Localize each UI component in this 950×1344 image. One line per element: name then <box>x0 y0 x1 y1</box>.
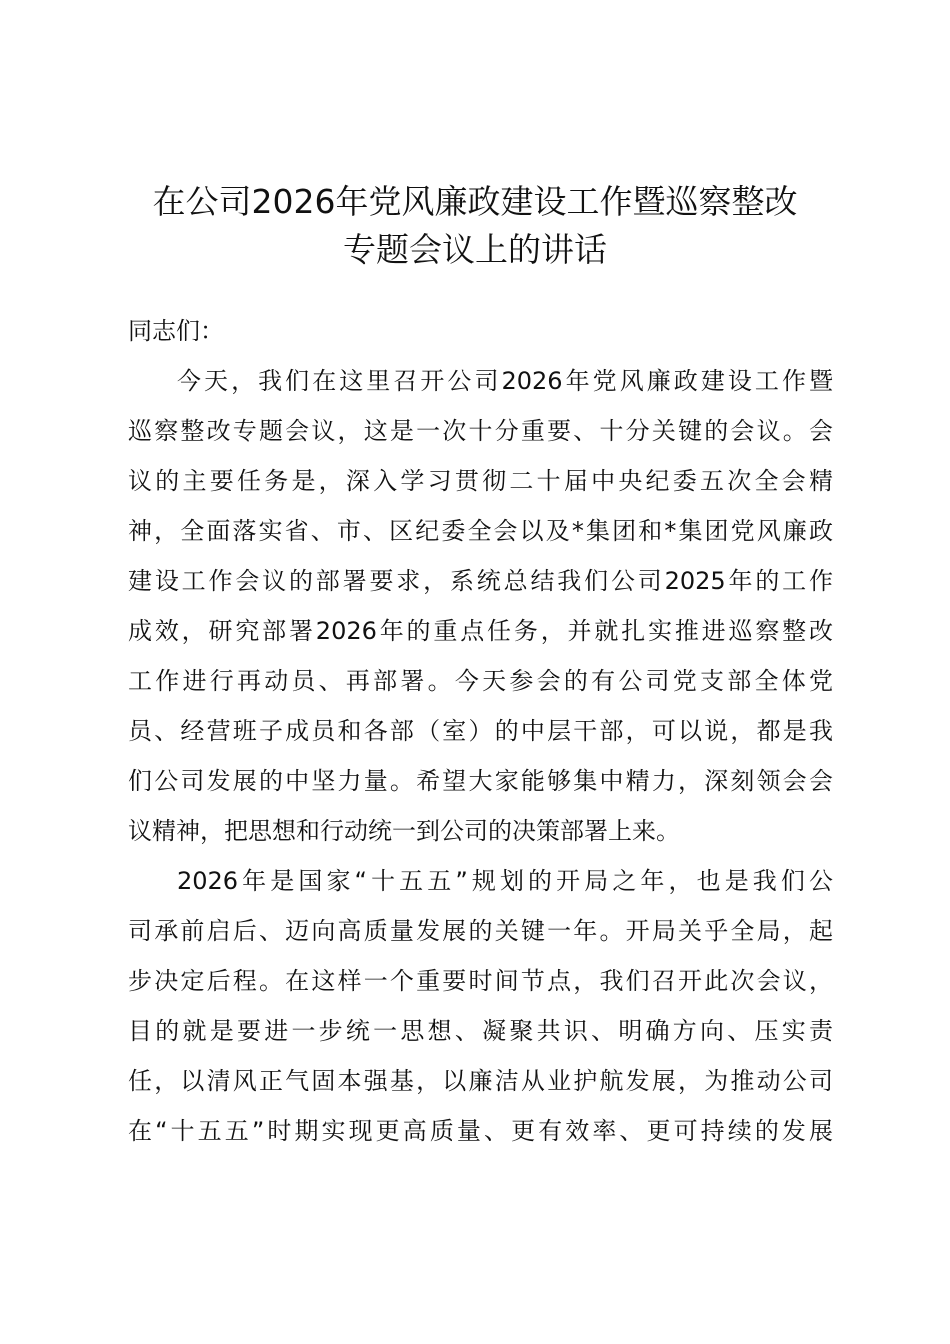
paragraph-line: 在“十五五”时期实现更高质量、更有效率、更可持续的发展 <box>128 1117 833 1145</box>
paragraph-line: 成效，研究部署2026年的重点任务，并就扎实推进巡察整改 <box>128 617 833 645</box>
paragraph-line: 员、经营班子成员和各部（室）的中层干部，可以说，都是我 <box>128 717 833 745</box>
paragraph-line: 神，全面落实省、市、区纪委全会以及*集团和*集团党风廉政 <box>128 517 833 545</box>
paragraph-line: 2026年是国家“十五五”规划的开局之年，也是我们公 <box>177 867 833 895</box>
paragraph-line: 建设工作会议的部署要求，系统总结我们公司2025年的工作 <box>128 567 833 595</box>
paragraph-line: 步决定后程。在这样一个重要时间节点，我们召开此次会议， <box>128 967 833 995</box>
document-title <box>100 178 850 274</box>
paragraph-1 <box>128 356 833 856</box>
paragraph-line: 工作进行再动员、再部署。今天参会的有公司党支部全体党 <box>128 667 833 695</box>
paragraph-line: 议的主要任务是，深入学习贯彻二十届中央纪委五次全会精 <box>128 467 833 495</box>
paragraph-line: 目的就是要进一步统一思想、凝聚共识、明确方向、压实责 <box>128 1017 833 1045</box>
title-line-2: 专题会议上的讲话 <box>343 230 607 269</box>
paragraph-line: 议精神，把思想和行动统一到公司的决策部署上来。 <box>128 817 680 845</box>
paragraph-line: 巡察整改专题会议，这是一次十分重要、十分关键的会议。会 <box>128 417 833 445</box>
paragraph-line: 们公司发展的中坚力量。希望大家能够集中精力，深刻领会会 <box>128 767 833 795</box>
title-line-1: 在公司2026年党风廉政建设工作暨巡察整改 <box>152 182 798 221</box>
salutation: 同志们： <box>128 317 224 345</box>
document-body <box>128 306 833 1156</box>
paragraph-line: 今天，我们在这里召开公司2026年党风廉政建设工作暨 <box>177 367 833 395</box>
paragraph-2 <box>128 856 833 1156</box>
paragraph-line: 任，以清风正气固本强基，以廉洁从业护航发展，为推动公司 <box>128 1067 833 1095</box>
paragraph-line: 司承前启后、迈向高质量发展的关键一年。开局关乎全局，起 <box>128 917 833 945</box>
